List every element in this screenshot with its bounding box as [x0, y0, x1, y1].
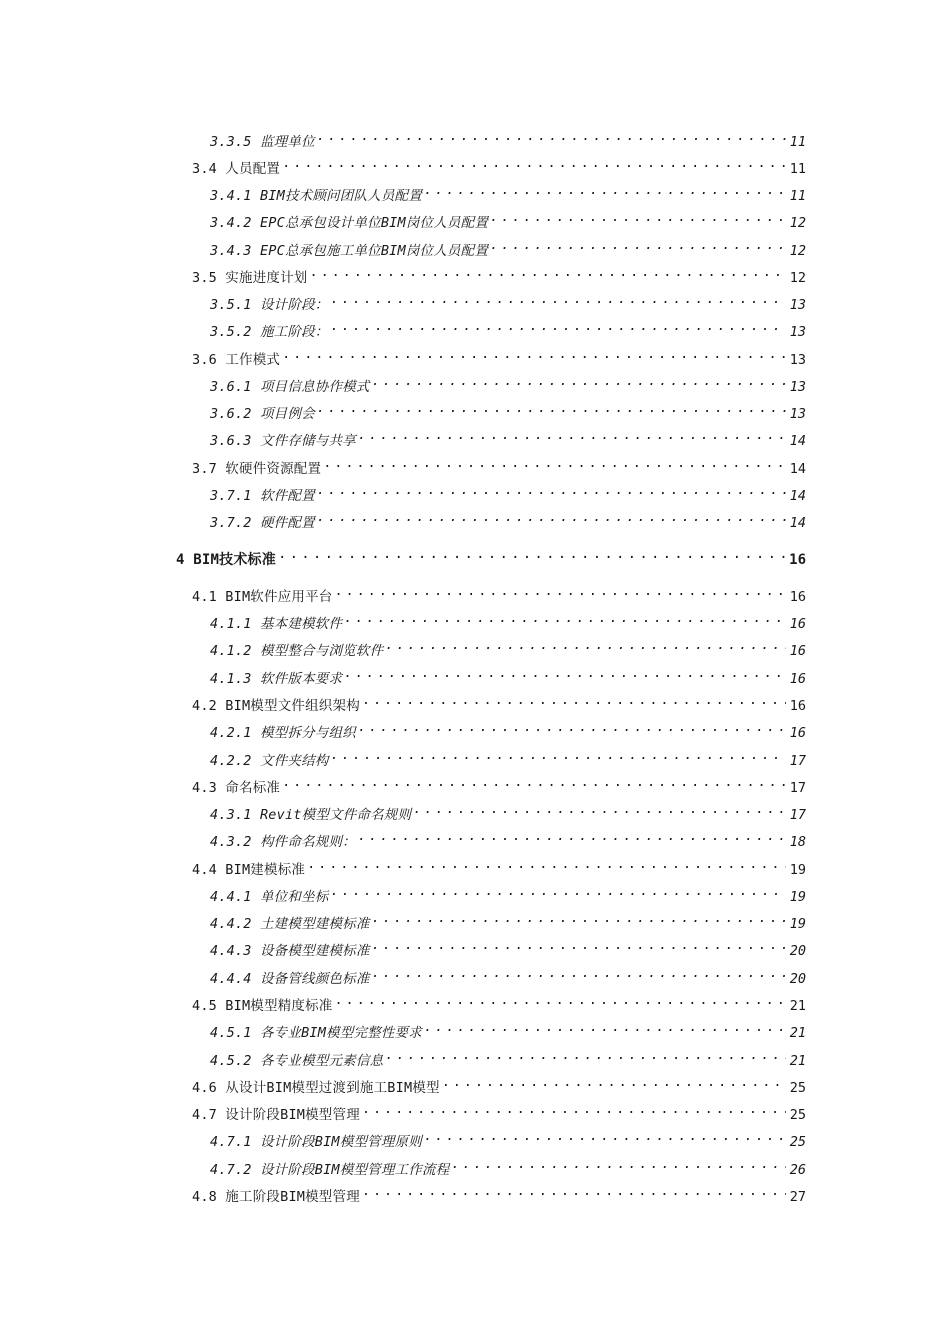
toc-entry-title: 4.4.2 土建模型建模标准	[210, 916, 370, 932]
toc-dot-leader	[358, 425, 786, 445]
toc-entry-title: 4 BIM技术标准	[176, 552, 276, 568]
toc-page-number: 27	[789, 1189, 806, 1205]
toc-entry-title: 4.4.1 单位和坐标	[210, 889, 329, 905]
toc-dot-leader	[344, 663, 786, 683]
toc-page-number: 13	[789, 324, 806, 340]
toc-entry[interactable]	[210, 507, 806, 531]
toc-dot-leader	[362, 1181, 786, 1201]
toc-page-number: 16	[789, 589, 806, 605]
toc-page-number: 11	[789, 188, 806, 204]
toc-page-number: 14	[789, 488, 806, 504]
toc-entry-title: 3.7 软硬件资源配置	[192, 461, 322, 477]
toc-entry[interactable]	[210, 1154, 806, 1178]
toc-entry[interactable]	[210, 207, 806, 231]
toc-entry[interactable]	[192, 453, 806, 477]
toc-page-number: 16	[789, 552, 806, 568]
toc-chapter-entry[interactable]	[176, 544, 806, 568]
toc-page-number: 21	[789, 1025, 806, 1041]
toc-dot-leader	[362, 1099, 786, 1119]
toc-entry[interactable]	[210, 480, 806, 504]
toc-entry[interactable]	[210, 663, 806, 687]
toc-dot-leader	[424, 180, 786, 200]
toc-entry-title: 4.1.2 模型整合与浏览软件	[210, 643, 384, 659]
toc-entry[interactable]	[210, 180, 806, 204]
toc-dot-leader	[310, 262, 786, 282]
toc-entry-title: 4.2 BIM模型文件组织架构	[192, 698, 360, 714]
toc-dot-leader	[451, 1154, 786, 1174]
toc-entry[interactable]	[192, 854, 806, 878]
toc-entry-title: 3.6.2 项目例会	[210, 406, 315, 422]
toc-entry-title: 3.4 人员配置	[192, 161, 281, 177]
toc-entry-title: 4.7.1 设计阶段BIM模型管理原则	[210, 1134, 422, 1150]
toc-entry[interactable]	[192, 1072, 806, 1096]
toc-entry[interactable]	[192, 1181, 806, 1205]
toc-entry[interactable]	[210, 826, 806, 850]
toc-entry-title: 4.5.2 各专业模型元素信息	[210, 1053, 384, 1069]
toc-page-number: 19	[789, 862, 806, 878]
toc-entry-title: 3.5.2 施工阶段：	[210, 324, 329, 340]
toc-dot-leader	[330, 881, 786, 901]
toc-entry[interactable]	[192, 262, 806, 286]
toc-entry[interactable]	[210, 235, 806, 259]
toc-entry-title: 4.8 施工阶段BIM模型管理	[192, 1189, 360, 1205]
toc-entry[interactable]	[192, 990, 806, 1014]
toc-entry-title: 3.7.2 硬件配置	[210, 515, 315, 531]
toc-entry-title: 3.3.5 监理单位	[210, 134, 315, 150]
toc-entry-title: 4.7.2 设计阶段BIM模型管理工作流程	[210, 1162, 450, 1178]
toc-entry-title: 4.5 BIM模型精度标准	[192, 998, 333, 1014]
toc-entry[interactable]	[192, 690, 806, 714]
toc-entry[interactable]	[210, 316, 806, 340]
toc-page-number: 18	[789, 834, 806, 850]
toc-page-number: 19	[789, 916, 806, 932]
toc-page-number: 12	[789, 243, 806, 259]
toc-entry[interactable]	[210, 1045, 806, 1069]
toc-dot-leader	[335, 990, 787, 1010]
toc-dot-leader	[317, 398, 786, 418]
toc-entry[interactable]	[192, 772, 806, 796]
toc-entry[interactable]	[210, 425, 806, 449]
toc-dot-leader	[442, 1072, 786, 1092]
toc-entry[interactable]	[210, 289, 806, 313]
toc-entry[interactable]	[210, 881, 806, 905]
toc-page-number: 12	[789, 215, 806, 231]
toc-dot-leader	[358, 826, 786, 846]
toc-dot-leader	[282, 153, 786, 173]
toc-entry[interactable]	[192, 581, 806, 605]
toc-entry-title: 3.6 工作模式	[192, 352, 281, 368]
toc-page-number: 12	[789, 270, 806, 286]
toc-page-number: 13	[789, 379, 806, 395]
toc-dot-leader	[330, 745, 786, 765]
toc-dot-leader	[490, 207, 786, 227]
toc-entry[interactable]	[210, 126, 806, 150]
toc-entry[interactable]	[210, 635, 806, 659]
toc-page-number: 16	[789, 671, 806, 687]
toc-entry-title: 4.4.4 设备管线颜色标准	[210, 971, 370, 987]
toc-dot-leader	[317, 126, 786, 146]
toc-entry[interactable]	[210, 608, 806, 632]
toc-page-number: 13	[789, 406, 806, 422]
toc-dot-leader	[282, 772, 786, 792]
toc-page-number: 25	[789, 1080, 806, 1096]
toc-entry[interactable]	[210, 717, 806, 741]
toc-entry-title: 4.4 BIM建模标准	[192, 862, 306, 878]
toc-page-number: 11	[789, 134, 806, 150]
toc-entry-title: 4.1 BIM软件应用平台	[192, 589, 333, 605]
toc-page-number: 14	[789, 515, 806, 531]
toc-entry-title: 3.7.1 软件配置	[210, 488, 315, 504]
toc-entry-title: 3.6.3 文件存储与共享	[210, 433, 356, 449]
toc-page-number: 16	[789, 616, 806, 632]
toc-page-number: 21	[789, 1053, 806, 1069]
toc-entry[interactable]	[210, 371, 806, 395]
toc-entry-title: 4.2.2 文件夹结构	[210, 753, 329, 769]
toc-entry[interactable]	[192, 153, 806, 177]
toc-entry-title: 4.5.1 各专业BIM模型完整性要求	[210, 1025, 422, 1041]
toc-entry[interactable]	[192, 1099, 806, 1123]
toc-entry-title: 4.3 命名标准	[192, 780, 281, 796]
toc-page-number: 13	[789, 352, 806, 368]
toc-dot-leader	[372, 371, 786, 391]
toc-entry[interactable]	[210, 745, 806, 769]
toc-dot-leader	[330, 289, 786, 309]
toc-entry[interactable]	[210, 935, 806, 959]
toc-dot-leader	[330, 316, 786, 336]
toc-dot-leader	[385, 635, 786, 655]
toc-dot-leader	[335, 581, 787, 601]
toc-entry-title: 3.4.2 EPC总承包设计单位BIM岗位人员配置	[210, 215, 489, 231]
toc-dot-leader	[358, 717, 786, 737]
toc-entry-title: 4.7 设计阶段BIM模型管理	[192, 1107, 360, 1123]
toc-page-number: 26	[789, 1162, 806, 1178]
toc-page-number: 13	[789, 297, 806, 313]
toc-entry-title: 4.3.1 Revit模型文件命名规则	[210, 807, 412, 823]
toc-entry-title: 3.5 实施进度计划	[192, 270, 308, 286]
toc-page-number: 17	[789, 780, 806, 796]
toc-entry-title: 4.2.1 模型拆分与组织	[210, 725, 356, 741]
toc-entry-title: 3.4.1 BIM技术顾问团队人员配置	[210, 188, 422, 204]
toc-page-number: 14	[789, 433, 806, 449]
toc-dot-leader	[317, 507, 786, 527]
toc-page-number: 14	[789, 461, 806, 477]
toc-page-number: 19	[789, 889, 806, 905]
toc-page-number: 20	[789, 943, 806, 959]
toc-entry[interactable]	[210, 963, 806, 987]
toc-entry-title: 4.1.1 基本建模软件	[210, 616, 343, 632]
toc-page-number: 16	[789, 698, 806, 714]
toc-entry[interactable]	[210, 398, 806, 422]
toc-entry-title: 3.4.3 EPC总承包施工单位BIM岗位人员配置	[210, 243, 489, 259]
toc-dot-leader	[385, 1045, 786, 1065]
toc-page-number: 16	[789, 725, 806, 741]
toc-entry[interactable]	[210, 1017, 806, 1041]
toc-page-number: 25	[789, 1134, 806, 1150]
toc-dot-leader	[278, 544, 786, 564]
toc-page-number: 17	[789, 807, 806, 823]
toc-entry[interactable]	[210, 1126, 806, 1150]
toc-dot-leader	[372, 908, 786, 928]
toc-entry[interactable]	[210, 908, 806, 932]
toc-dot-leader	[323, 453, 786, 473]
toc-page-number: 25	[789, 1107, 806, 1123]
toc-entry-title: 4.4.3 设备模型建模标准	[210, 943, 370, 959]
toc-dot-leader	[307, 854, 786, 874]
toc-entry-title: 4.1.3 软件版本要求	[210, 671, 343, 687]
toc-page-number: 20	[789, 971, 806, 987]
toc-dot-leader	[317, 480, 786, 500]
toc-page-number: 16	[789, 643, 806, 659]
toc-entry-title: 4.6 从设计BIM模型过渡到施工BIM模型	[192, 1080, 440, 1096]
toc-dot-leader	[282, 344, 786, 364]
toc-dot-leader	[344, 608, 786, 628]
toc-entry[interactable]	[210, 799, 806, 823]
toc-page-number: 11	[789, 161, 806, 177]
toc-page-number: 21	[789, 998, 806, 1014]
toc-dot-leader	[362, 690, 786, 710]
toc-dot-leader	[424, 1126, 786, 1146]
toc-dot-leader	[372, 935, 786, 955]
toc-entry-title: 3.5.1 设计阶段：	[210, 297, 329, 313]
toc-entry[interactable]	[192, 344, 806, 368]
toc-entry-title: 4.3.2 构件命名规则：	[210, 834, 356, 850]
toc-page-number: 17	[789, 753, 806, 769]
toc-dot-leader	[490, 235, 786, 255]
toc-dot-leader	[424, 1017, 786, 1037]
toc-dot-leader	[372, 963, 786, 983]
toc-entry-title: 3.6.1 项目信息协作模式	[210, 379, 370, 395]
toc-dot-leader	[413, 799, 786, 819]
